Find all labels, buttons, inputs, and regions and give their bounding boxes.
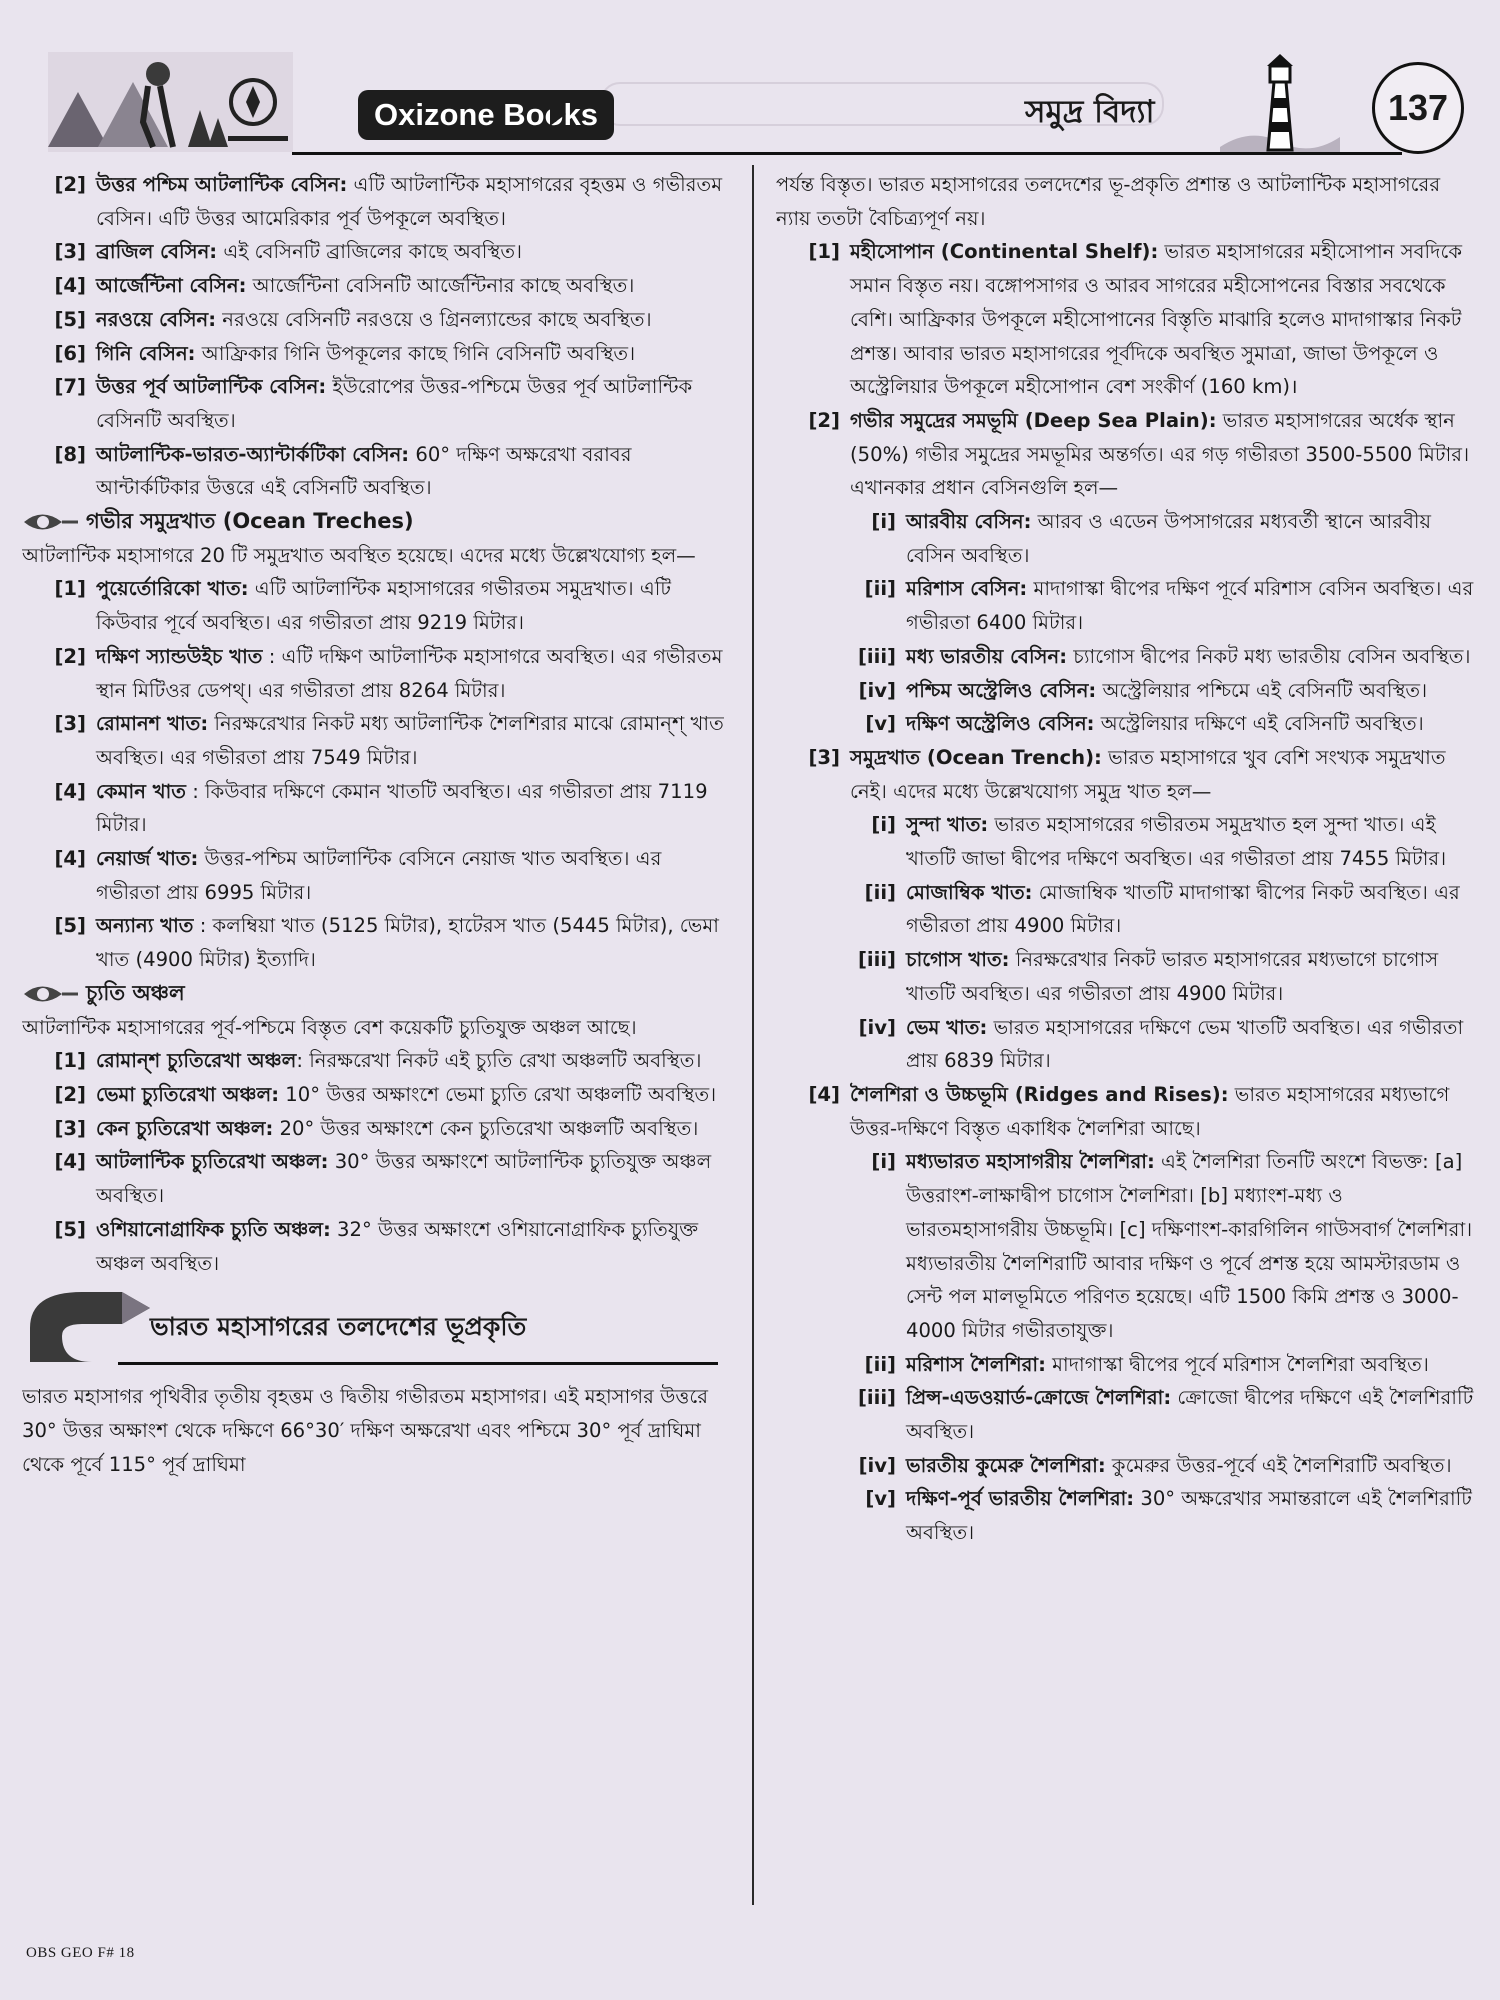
- right-column: [776, 168, 1478, 1896]
- list-item: [4] শৈলশিরা ও উচ্চভূমি (Ridges and Rises): ভারত মহাসাগরের মধ্যভাগে উত্তর-দক্ষিণে বিস্তৃত একাধিক শৈলশিরা আছে।: [808, 1082, 1450, 1140]
- list-item: [iv] ভেম খাত: ভারত মহাসাগরের দক্ষিণে ভেম খাতটি অবস্থিত। এর গভীরতা প্রায় 6839 মিটার।: [858, 1015, 1464, 1073]
- list-item: [v] দক্ষিণ-পূর্ব ভারতীয় শৈলশিরা: 30° অক্ষরেখার সমান্তরালে এই শৈলশিরাটি অবস্থিত।: [865, 1487, 1472, 1545]
- list-item: [ii] মরিশাস শৈলশিরা: মাদাগাস্কা দ্বীপের পূর্বে মরিশাস শৈলশিরা অবস্থিত।: [864, 1352, 1429, 1376]
- section-heading-indian-ocean: ভারত মহাসাগরের তলদেশের ভূপ্রকৃতি: [22, 1280, 724, 1380]
- lighthouse-icon: [1220, 52, 1340, 152]
- list-item: [v] দক্ষিণ অস্ট্রেলিও বেসিন: অস্ট্রেলিয়ার দক্ষিণে এই বেসিনটি অবস্থিত।: [865, 712, 1424, 736]
- list-item: [ii] মরিশাস বেসিন: মাদাগাস্কা দ্বীপের দক্ষিণ পূর্বে মরিশাস বেসিন অবস্থিত। এর গভীরতা 6400 মিটার।: [864, 577, 1474, 635]
- fracture-intro: আটলান্টিক মহাসাগরের পূর্ব-পশ্চিমে বিস্তৃত বেশ কয়েকটি চ্যুতিযুক্ত অঞ্চল আছে।: [22, 1015, 637, 1039]
- list-item: [8] আটলান্টিক-ভারত-অ্যান্টার্কটিকা বেসিন: 60° দক্ষিণ অক্ষরেখা বরাবর আন্টার্কটিকার উত্তরে এই বেসিনটি অবস্থিত।: [54, 442, 632, 500]
- list-item: [2] ভেমা চ্যুতিরেখা অঞ্চল: 10° উত্তর অক্ষাংশে ভেমা চ্যুতি রেখা অঞ্চলটি অবস্থিত।: [54, 1082, 717, 1106]
- list-item: [i] আরবীয় বেসিন: আরব ও এডেন উপসাগরের মধ্যবর্তী স্থানে আরবীয় বেসিন অবস্থিত।: [871, 510, 1432, 567]
- indian-ocean-intro: ভারত মহাসাগর পৃথিবীর তৃতীয় বৃহত্তম ও দ্বিতীয় গভীরতম মহাসাগর। এই মহাসাগর উত্তরে 30° উত্তর অক্ষাংশ থেকে দক্ষিণে 66°30′ দক্ষিণ অক্ষরেখা এবং পশ্চিমে 30° পূর্ব দ্রাঘিমা থেকে পূর্বে 115° পূর্ব দ্রাঘিমা: [22, 1385, 709, 1476]
- list-item: [4] নেয়ার্জ খাত: উত্তর-পশ্চিম আটলান্টিক বেসিনে নেয়াজ খাত অবস্থিত। এর গভীরতা প্রায় 6995 মিটার।: [54, 847, 662, 904]
- list-item: [4] আর্জেন্টিনা বেসিন: আর্জেন্টিনা বেসিনটি আর্জেন্টিনার কাছে অবস্থিত।: [54, 274, 635, 298]
- list-item: [6] গিনি বেসিন: আফ্রিকার গিনি উপকূলের কাছে গিনি বেসিনটি অবস্থিত।: [54, 341, 636, 365]
- heading-underline: [118, 1362, 718, 1365]
- footer-code: OBS GEO F# 18: [26, 1945, 135, 1961]
- list-item: [iii] মধ্য ভারতীয় বেসিন: চ্যাগোস দ্বীপের নিকট মধ্য ভারতীয় বেসিন অবস্থিত।: [857, 644, 1471, 668]
- chapter-title: সমুদ্র বিদ্যা: [1025, 94, 1155, 130]
- list-item: [iii] প্রিন্স-এডওয়ার্ড-ক্রোজে শৈলশিরা: ক্রোজো দ্বীপের দক্ষিণে এই শৈলশিরাটি অবস্থিত।: [857, 1386, 1474, 1444]
- left-column: [22, 168, 724, 1896]
- list-item: [3] রোমানশ খাত: নিরক্ষরেখার নিকট মধ্য আটলান্টিক শৈলশিরার মাঝে রোমান্‌শ্ খাত অবস্থিত। এর গভীরতা প্রায় 7549 মিটার।: [54, 712, 724, 769]
- list-item: [iv] ভারতীয় কুমেরু শৈলশিরা: কুমেরুর উত্তর-পূর্বে এই শৈলশিরাটি অবস্থিত।: [858, 1453, 1452, 1477]
- list-item: [2] দক্ষিণ স্যান্ডউইচ খাত : এটি দক্ষিণ আটলান্টিক মহাসাগরে অবস্থিত। এর গভীরতম স্থান মিটিওর ডেপথ্। এর গভীরতা প্রায় 8264 মিটার।: [54, 644, 723, 702]
- brand-logo: Oxizone Books: [358, 90, 614, 140]
- list-item: [2] গভীর সমুদ্রের সমভূমি (Deep Sea Plain): ভারত মহাসাগরের অর্ধেক স্থান (50%) গভীর সমুদ্রের সমভূমির অন্তর্গত। এর গড় গভীরতা 3500-5500 মিটার। এখানকার প্রধান বেসিনগুলি হল—: [808, 408, 1470, 500]
- list-item: [3] সমুদ্রখাত (Ocean Trench): ভারত মহাসাগরে খুব বেশি সংখ্যক সমুদ্রখাত নেই। এদের মধ্যে উল্লেখযোগ্য সমুদ্র খাত হল—: [808, 745, 1446, 803]
- page-header: [40, 52, 1460, 162]
- list-item: [ii] মোজাম্বিক খাত: মোজাম্বিক খাতটি মাদাগাস্কা দ্বীপের নিকট অবস্থিত। এর গভীরতা প্রায় 4900 মিটার।: [864, 880, 1460, 938]
- list-item: [4] কেমান খাত : কিউবার দক্ষিণে কেমান খাতটি অবস্থিত। এর গভীরতা প্রায় 7119 মিটার।: [54, 779, 708, 837]
- list-item: [3] ব্রাজিল বেসিন: এই বেসিনটি ব্রাজিলের কাছে অবস্থিত।: [54, 240, 523, 264]
- list-item: [1] মহীসোপান (Continental Shelf): ভারত মহাসাগরের মহীসোপান সবদিকে সমান বিস্তৃত নয়। বঙ্গোপসাগর ও আরব সাগরের মহীসোপনের বিস্তার সবথেকে বেশি। আফ্রিকার উপকূলে মহীসোপানের বিস্তৃতি মাঝারি হলেও মাদাগাস্কার নিকট প্রশস্ত। আবার ভারত মহাসাগরের পূর্বদিকে অবস্থিত সুমাত্রা, জাভা উপকূলে ও অস্ট্রেলিয়ার উপকূলে মহীসোপান বেশ সংকীর্ণ (160 km)।: [808, 240, 1463, 399]
- list-item: [4] আটলান্টিক চ্যুতিরেখা অঞ্চল: 30° উত্তর অক্ষাংশে আটলান্টিক চ্যুতিযুক্ত অঞ্চল অবস্থিত।: [54, 1150, 712, 1208]
- list-item: [5] অন্যান্য খাত : কলম্বিয়া খাত (5125 মিটার), হাটেরস খাত (5445 মিটার), ভেমা খাত (4900 মিটার) ইত্যাদি।: [54, 914, 719, 972]
- trench-intro: আটলান্টিক মহাসাগরে 20 টি সমুদ্রখাত অবস্থিত হয়েছে। এদের মধ্যে উল্লেখযোগ্য হল—: [22, 543, 696, 567]
- list-item: [i] সুন্দা খাত: ভারত মহাসাগরের গভীরতম সমুদ্রখাত হল সুন্দা খাত। এই খাতটি জাভা দ্বীপের দক্ষিণে অবস্থিত। এর গভীরতা প্রায় 7455 মিটার।: [871, 813, 1447, 871]
- list-item: [1] পুয়ের্তোরিকো খাত: এটি আটলান্টিক মহাসাগরের গভীরতম সমুদ্রখাত। এটি কিউবার পূর্বে অবস্থিত। এর গভীরতা প্রায় 9219 মিটার।: [54, 577, 672, 635]
- list-item: [iii] চাগোস খাত: নিরক্ষরেখার নিকট ভারত মহাসাগরের মধ্যভাগে চাগোস খাতটি অবস্থিত। এর গভীরতা প্রায় 4900 মিটার।: [857, 948, 1439, 1005]
- list-item: [5] ওশিয়ানোগ্রাফিক চ্যুতি অঞ্চল: 32° উত্তর অক্ষাংশে ওশিয়ানোগ্রাফিক চ্যুতিযুক্ত অঞ্চল অবস্থিত।: [54, 1217, 699, 1275]
- brand-arrow-icon: [550, 102, 566, 126]
- list-item: [1] রোমান্‌শ চ্যুতিরেখা অঞ্চল: নিরক্ষরেখা নিকট এই চ্যুতি রেখা অঞ্চলটি অবস্থিত।: [54, 1049, 702, 1073]
- list-item: [2] উত্তর পশ্চিম আটলান্টিক বেসিন: এটি আটলান্টিক মহাসাগরের বৃহত্তম ও গভীরতম বেসিন। এটি উত্তর আমেরিকার পূর্ব উপকূলে অবস্থিত।: [54, 173, 723, 230]
- section-heading-trenches: গভীর সমুদ্রখাত (Ocean Treches): [22, 505, 724, 539]
- list-item: [i] মধ্যভারত মহাসাগরীয় শৈলশিরা: এই শৈলশিরা তিনটি অংশে বিভক্ত: [a] উত্তরাংশ-লাক্ষাদ্বীপ চাগোস শৈলশিরা। [b] মধ্যাংশ-মধ্য ও ভারতমহাসাগরীয় উচ্চভূমি। [c] দক্ষিণাংশ-কারগিলিন গাউসবার্গ শৈলশিরা। মধ্যভারতীয় শৈলশিরাটি আবার দক্ষিণ ও পূর্বে প্রশস্ত হয়ে আমস্টারডাম ও সেন্ট পল মালভূমিতে পরিণত হয়েছে। এটি 1500 কিমি প্রশস্ত ও 3000-4000 মিটার গভীরতাযুক্ত।: [871, 1150, 1473, 1342]
- list-item: [iv] পশ্চিম অস্ট্রেলিও বেসিন: অস্ট্রেলিয়ার পশ্চিমে এই বেসিনটি অবস্থিত।: [858, 678, 1428, 702]
- indian-ocean-intro-continued: পর্যন্ত বিস্তৃত। ভারত মহাসাগরের তলদেশের ভূ-প্রকৃতি প্রশান্ত ও আটলান্টিক মহাসাগরের ন্যায় ততটা বৈচিত্র্যপূর্ণ নয়।: [776, 173, 1441, 230]
- list-item: [5] নরওয়ে বেসিন: নরওয়ে বেসিনটি নরওয়ে ও গ্রিনল্যান্ডের কাছে অবস্থিত।: [54, 307, 652, 331]
- hiker-logo-icon: [48, 52, 293, 152]
- eye-bullet-icon: [22, 979, 80, 1009]
- pencil-banner-icon: [22, 1286, 152, 1370]
- list-item: [3] কেন চ্যুতিরেখা অঞ্চল: 20° উত্তর অক্ষাংশে কেন চ্যুতিরেখা অঞ্চলটি অবস্থিত।: [54, 1116, 699, 1140]
- list-item: [7] উত্তর পূর্ব আটলান্টিক বেসিন: ইউরোপের উত্তর-পশ্চিমে উত্তর পূর্ব আটলান্টিক বেসিনটি অবস্থিত।: [54, 375, 693, 432]
- section-heading-fracture-zones: চ্যুতি অঞ্চল: [22, 977, 724, 1011]
- page-number: 137: [1372, 62, 1464, 154]
- column-divider: [752, 165, 754, 1905]
- header-rule: [292, 152, 1402, 155]
- eye-bullet-icon: [22, 507, 80, 537]
